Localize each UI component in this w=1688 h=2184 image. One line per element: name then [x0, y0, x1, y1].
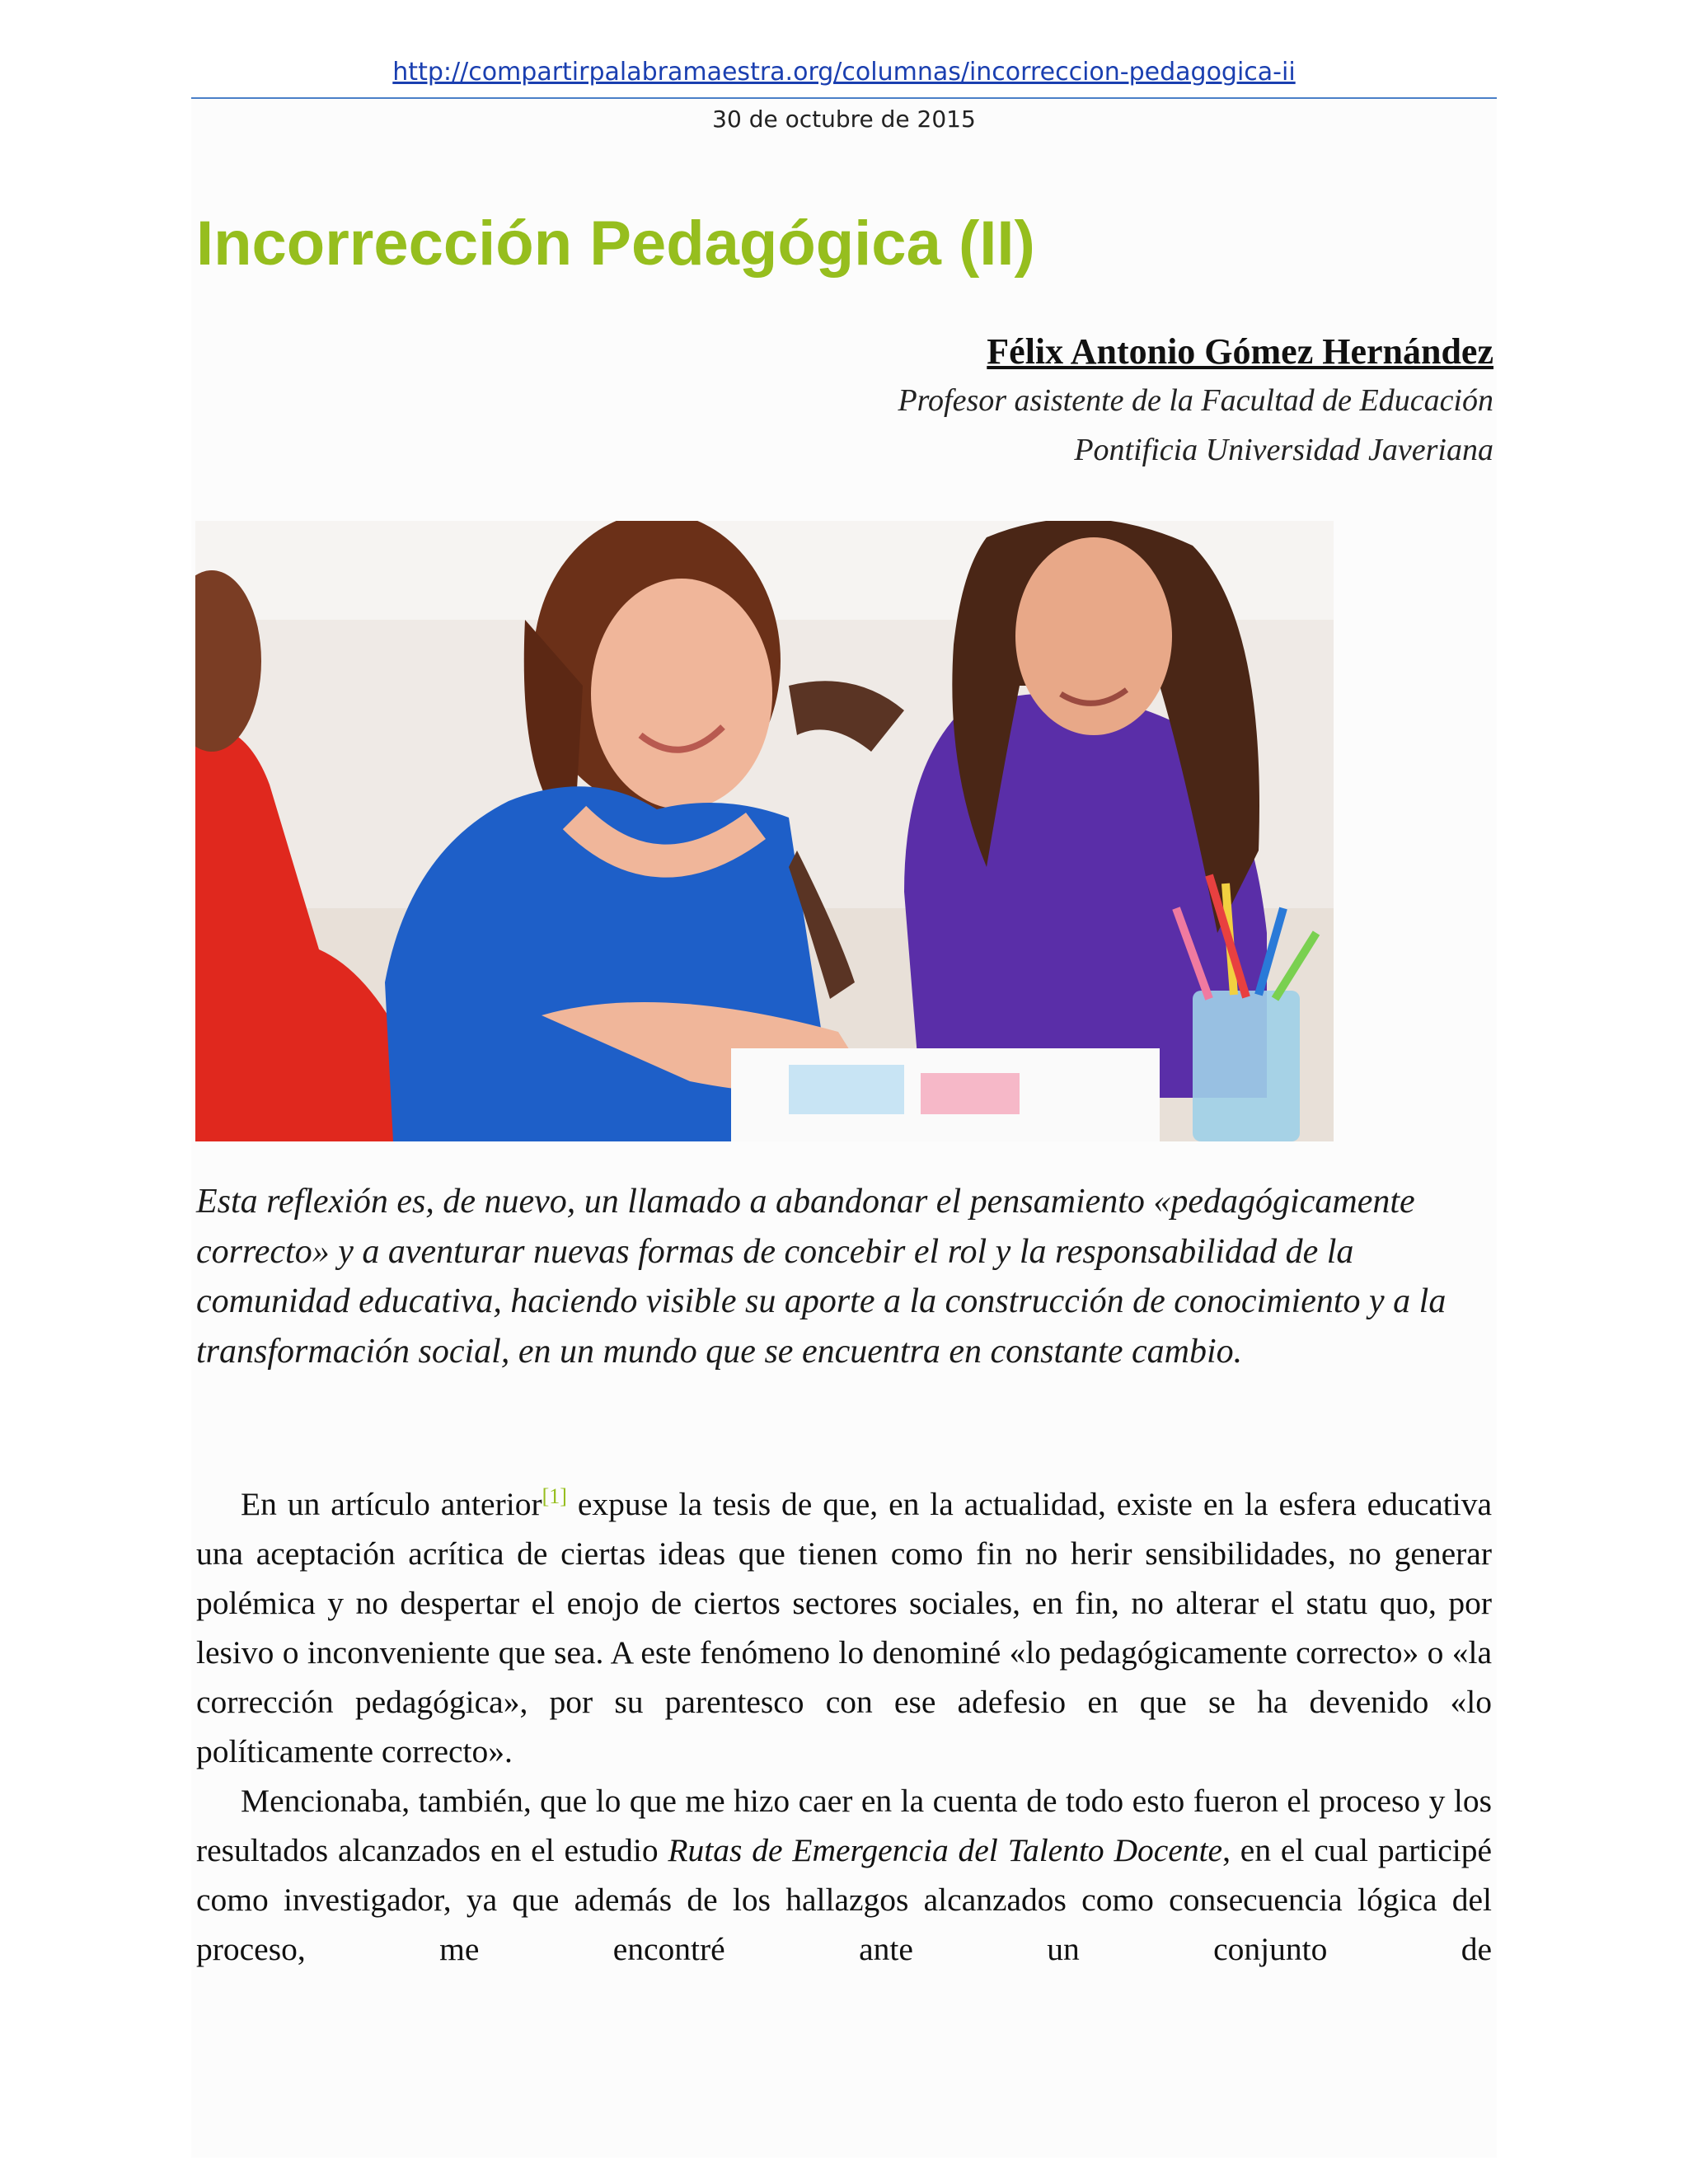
article-lead: Esta reflexión es, de nuevo, un llamado a abandonar el pensamiento «pedagógicamente correcto» y a aventurar nuevas formas de concebir el rol y la responsabilidad de la comunidad educativa, haciendo visible su aporte a la construcción de conocimiento y a la transformación social, en un mundo que se encuentra en constante cambio. [196, 1183, 1447, 1371]
publication-date: 30 de octubre de 2015 [712, 105, 976, 133]
author-university: Pontificia Universidad Javeriana [1074, 433, 1493, 467]
source-url-link[interactable]: http://compartirpalabramaestra.org/columnas/incorreccion-pedagogica-ii [392, 58, 1296, 87]
paragraph-text: expuse la tesis de que, en la actualidad, existe en la esfera educativa una aceptación acrítica de ciertas ideas que tienen como fin no herir sensibilidades, no generar polémica y no despertar el enojo de ciertos sectores sociales, en fin, no alterar el statu quo, por lesivo o inconveniente que sea. A este fenómeno lo denominé «lo pedagógicamente correcto» o «la corrección pedagógica», por su parentesco con ese adefesio en que se ha devenido «lo políticamente correcto». [196, 1486, 1492, 1769]
article-title: Incorrección Pedagógica (II) [196, 209, 1035, 279]
footnote-link[interactable]: [1] [542, 1483, 567, 1508]
article-body [196, 1479, 1492, 1974]
author-name: Félix Antonio Gómez Hernández [987, 331, 1493, 372]
author-position: Profesor asistente de la Facultad de Educación [898, 383, 1493, 418]
paragraph-text: Mencionaba, también, que lo que me hizo caer en la cuenta de todo esto fueron el proceso y los resultados alcanzados en el estudio [196, 1783, 1492, 1868]
classroom-photo-illustration [195, 521, 1334, 1141]
header-divider [191, 97, 1497, 99]
paragraph-text: En un artículo anterior [241, 1486, 542, 1522]
article-photo [195, 521, 1334, 1141]
author-block [898, 328, 1493, 475]
study-title: Rutas de Emergencia del Talento Docente [668, 1832, 1223, 1868]
page-header [191, 58, 1497, 87]
body-paragraph [196, 1479, 1492, 1776]
body-paragraph [196, 1776, 1492, 1974]
paragraph-text: , en el cual participé como investigador, ya que además de los hallazgos alcanzados como consecuencia lógica del proceso, me encontré ante un conjunto de [196, 1832, 1493, 1967]
